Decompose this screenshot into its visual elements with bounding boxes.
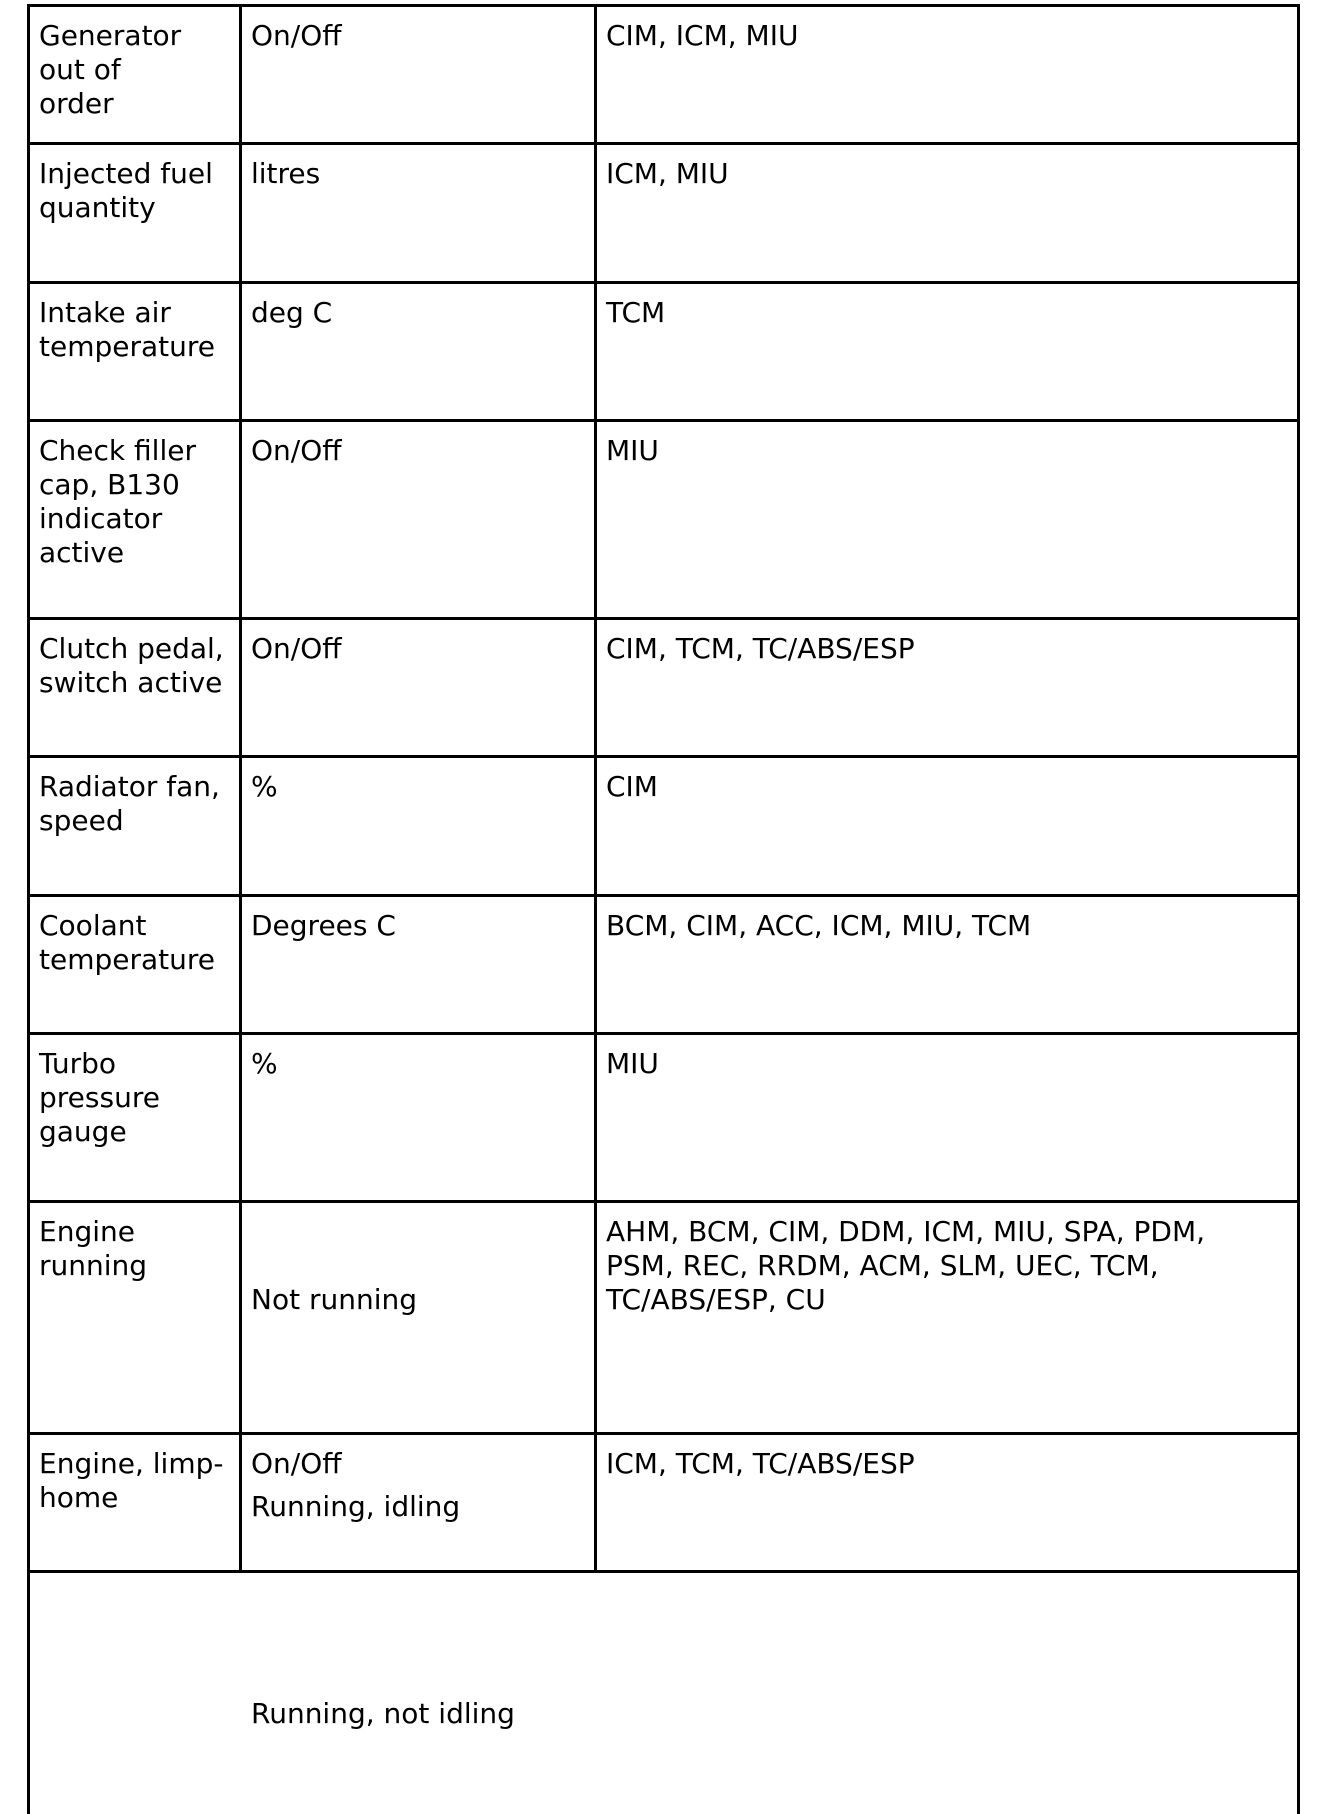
- signal-table: [27, 4, 1300, 1814]
- signal-unit: Degrees C: [242, 897, 597, 1032]
- signal-modules: ICM, TCM, TC/ABS/ESP: [606, 1447, 915, 1480]
- signal-name: Injected fuel quantity: [30, 145, 242, 281]
- table-row: [30, 145, 1297, 284]
- signal-unit: litres: [242, 145, 597, 281]
- signal-name: Turbo pressure gauge: [30, 1035, 242, 1200]
- table-row: [30, 1435, 1297, 1573]
- signal-modules: BCM, CIM, ACC, ICM, MIU, TCM: [606, 909, 1032, 942]
- signal-name: Intake air temperature: [30, 284, 242, 419]
- signal-unit: On/Off: [242, 7, 597, 142]
- signal-modules: CIM, TCM, TC/ABS/ESP: [606, 632, 915, 665]
- table-row: [30, 422, 1297, 620]
- signal-modules: MIU: [606, 1047, 659, 1080]
- signal-name: Engine, limp-home: [30, 1435, 242, 1570]
- signal-modules: ICM, MIU: [606, 157, 729, 190]
- table-row: [30, 758, 1297, 897]
- table-row: [30, 1035, 1297, 1203]
- signal-modules: CIM: [606, 770, 658, 803]
- table-row: [30, 284, 1297, 422]
- unit-option: Not running: [251, 1283, 418, 1316]
- signal-name: Engine running: [30, 1203, 242, 1432]
- signal-name: Generator out of order: [30, 7, 242, 142]
- signal-unit: On/Off: [242, 620, 597, 755]
- signal-unit: %: [242, 758, 597, 894]
- signal-name: Radiator fan, speed: [30, 758, 242, 894]
- unit-option: Running, not idling: [251, 1697, 515, 1730]
- signal-name: Check filler cap, B130 indicator active: [30, 422, 242, 617]
- signal-modules: AHM, BCM, CIM, DDM, ICM, MIU, SPA, PDM, PSM, REC, RRDM, ACM, SLM, UEC, TCM, TC/ABS/ESP, CU: [606, 1215, 1214, 1316]
- signal-name: Clutch pedal, switch active: [30, 620, 242, 755]
- signal-modules: MIU: [606, 434, 659, 467]
- table-row: [30, 620, 1297, 758]
- signal-modules: CIM, ICM, MIU: [606, 19, 799, 52]
- table-row: [30, 7, 1297, 145]
- signal-unit: On/Off: [242, 1435, 597, 1570]
- table-row: [30, 897, 1297, 1035]
- signal-unit: On/Off: [242, 422, 597, 617]
- unit-option: Running, idling: [251, 1490, 461, 1523]
- signal-unit: deg C: [242, 284, 597, 419]
- signal-name: Coolant temperature: [30, 897, 242, 1032]
- signal-modules: TCM: [606, 296, 666, 329]
- signal-unit: %: [242, 1035, 597, 1200]
